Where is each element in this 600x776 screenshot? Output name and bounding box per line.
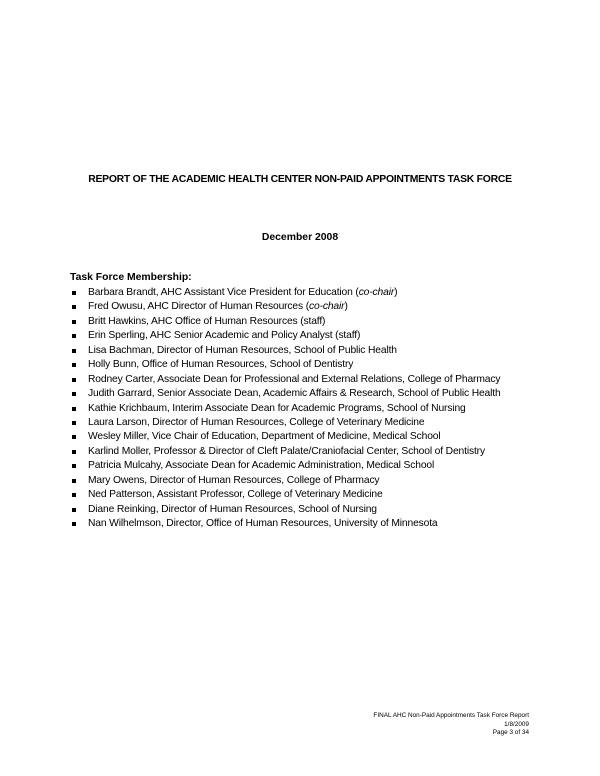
bullet-icon (72, 305, 76, 309)
member-entry: Ned Patterson, Assistant Professor, College of Veterinary Medicine (88, 489, 383, 501)
footer-report-name: FINAL AHC Non-Paid Appointments Task Force Report (373, 712, 529, 719)
member-entry: Patricia Mulcahy, Associate Dean for Academic Administration, Medical School (88, 460, 435, 472)
membership-heading: Task Force Membership: (70, 272, 192, 283)
bullet-icon (72, 320, 76, 324)
footer-date: 1/8/2009 (504, 720, 529, 728)
bullet-icon (72, 522, 76, 526)
bullet-icon (72, 291, 76, 295)
member-entry: Mary Owens, Director of Human Resources, College of Pharmacy (88, 474, 380, 486)
bullet-icon (72, 349, 76, 353)
page-footer (373, 712, 529, 738)
member-entry: Diane Reinking, Director of Human Resources, School of Nursing (88, 503, 377, 515)
member-entry: Wesley Miller, Vice Chair of Education, Department of Medicine, Medical School (88, 431, 441, 443)
bullet-icon (72, 493, 76, 497)
member-entry: Barbara Brandt, AHC Assistant Vice President for Education (co-chair) (88, 287, 398, 298)
member-entry: Judith Garrard, Senior Associate Dean, Academic Affairs & Research, School of Public Health (88, 388, 501, 400)
bullet-icon (72, 378, 76, 382)
member-entry: Fred Owusu, AHC Director of Human Resources (co-chair) (88, 301, 348, 313)
member-entry: Laura Larson, Director of Human Resources, College of Veterinary Medicine (88, 416, 425, 428)
member-entry: Britt Hawkins, AHC Office of Human Resources (staff) (88, 315, 326, 327)
bullet-icon (72, 421, 76, 425)
report-title: REPORT OF THE ACADEMIC HEALTH CENTER NON-PAID APPOINTMENTS TASK FORCE (88, 174, 512, 185)
bullet-icon (72, 464, 76, 468)
bullet-icon (72, 363, 76, 367)
bullet-icon (72, 479, 76, 483)
bullet-icon (72, 508, 76, 512)
bullet-icon (72, 435, 76, 439)
member-entry: Rodney Carter, Associate Dean for Professional and External Relations, College of Pharmacy (88, 373, 501, 385)
footer-page-number: Page 3 of 34 (492, 729, 529, 737)
member-entry: Lisa Bachman, Director of Human Resources, School of Public Health (88, 344, 397, 356)
bullet-icon (72, 334, 76, 338)
member-entry: Nan Wilhelmson, Director, Office of Human Resources, University of Minnesota (88, 518, 438, 529)
bullet-icon (72, 407, 76, 411)
member-entry: Holly Bunn, Office of Human Resources, School of Dentistry (88, 359, 354, 371)
member-entry: Erin Sperling, AHC Senior Academic and Policy Analyst (staff) (88, 330, 361, 342)
member-entry: Kathie Krichbaum, Interim Associate Dean for Academic Programs, School of Nursing (88, 402, 466, 414)
bullet-icon (72, 450, 76, 454)
bullet-icon (72, 392, 76, 396)
report-date: December 2008 (261, 232, 339, 243)
member-entry: Karlind Moller, Professor & Director of Cleft Palate/Craniofacial Center, School of Dentistry (88, 445, 485, 457)
